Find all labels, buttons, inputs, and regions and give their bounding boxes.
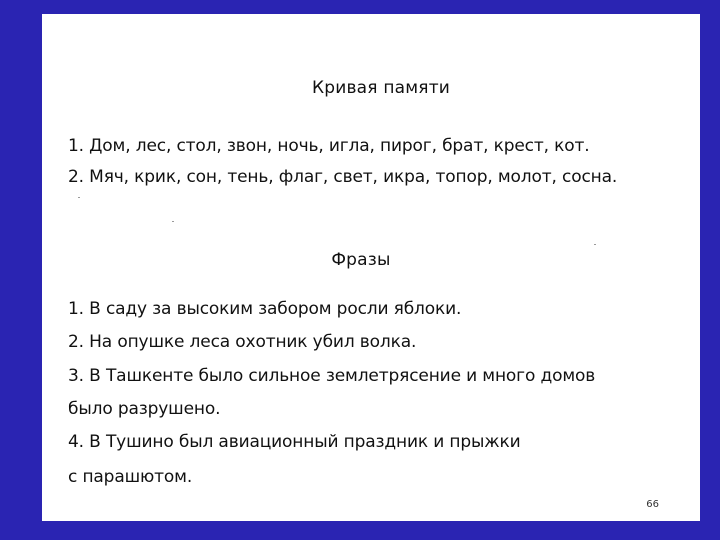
phrase-4-continuation: с парашютом.: [68, 467, 193, 487]
slide-page: [42, 14, 700, 521]
scan-speck: [172, 221, 174, 222]
phrase-3: 3. В Ташкенте было сильное землетрясение и много домов: [68, 366, 596, 386]
page-number: 66: [646, 499, 659, 510]
memory-curve-title: Кривая памяти: [311, 78, 451, 98]
word-list-2: 2. Мяч, крик, сон, тень, флаг, свет, икра, топор, молот, сосна.: [68, 167, 618, 187]
phrase-1: 1. В саду за высоким забором росли яблоки.: [68, 299, 462, 319]
phrase-4: 4. В Тушино был авиационный праздник и прыжки: [68, 432, 521, 452]
phrase-3-continuation: было разрушено.: [68, 399, 221, 419]
scan-speck: [78, 197, 80, 198]
phrase-2: 2. На опушке леса охотник убил волка.: [68, 332, 417, 352]
phrases-title: Фразы: [331, 250, 391, 270]
word-list-1: 1. Дом, лес, стол, звон, ночь, игла, пирог, брат, крест, кот.: [68, 136, 590, 156]
scan-speck: [594, 244, 596, 245]
